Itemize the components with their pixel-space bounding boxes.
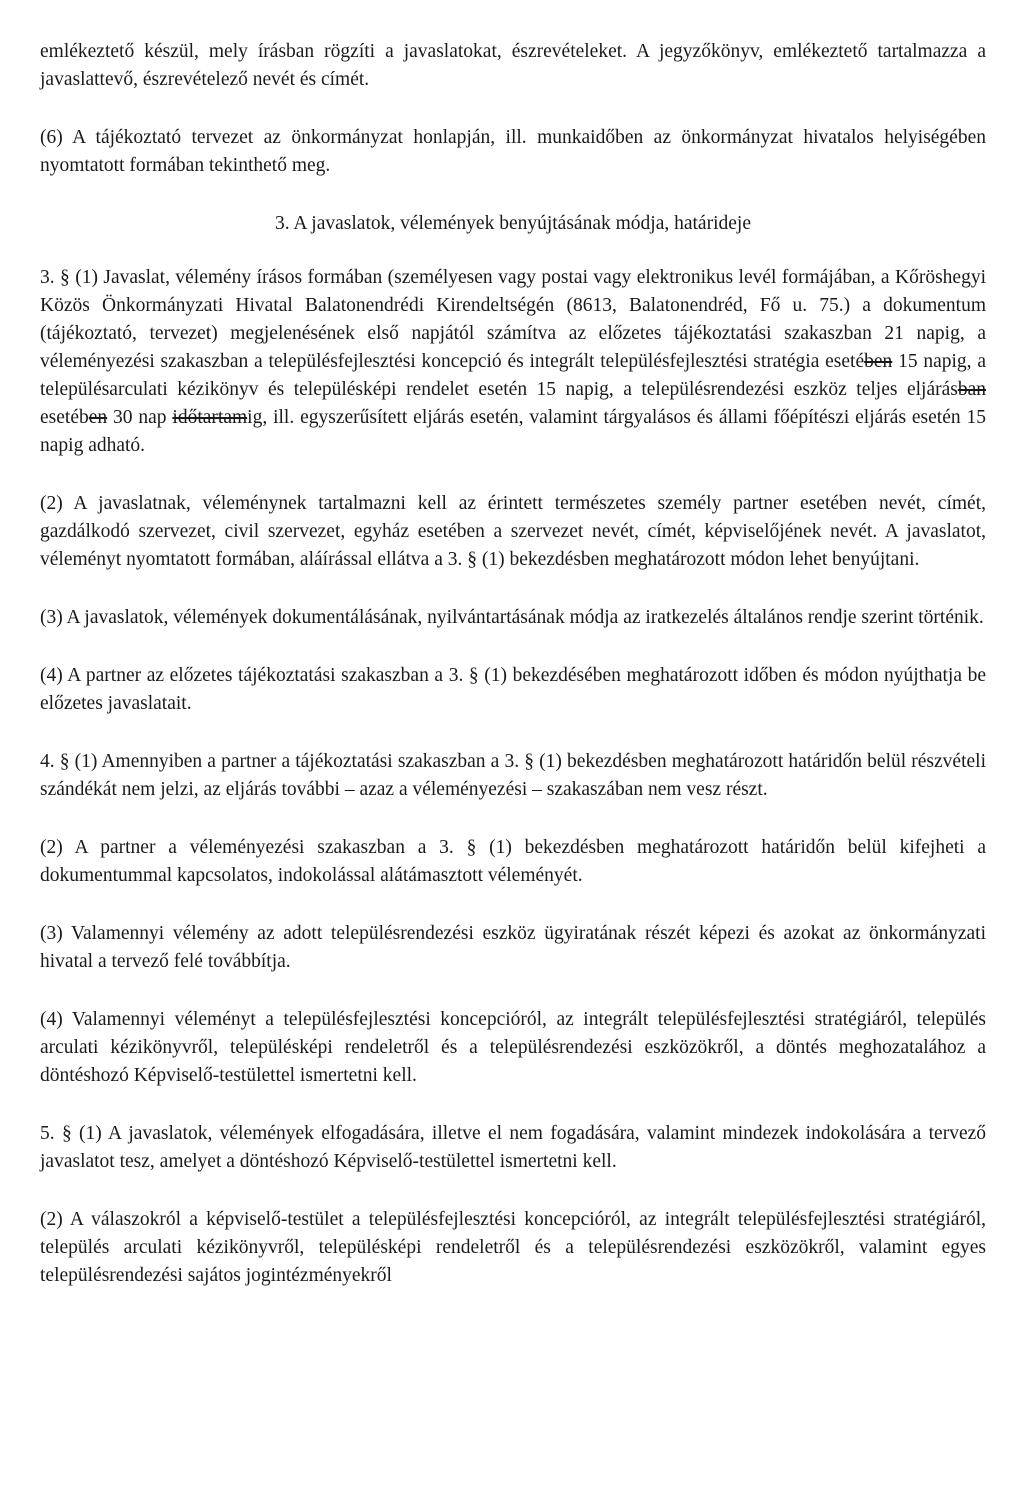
document-page (40, 38, 986, 1320)
paragraph-5-1: 5. § (1) A javaslatok, vélemények elfogadására, illetve el nem fogadására, valamint mindezek indokolására a tervező javaslatot tesz, amelyet a döntéshozó Képviselő-testülettel ismertetni kell. (40, 1123, 986, 1172)
paragraph-intro: emlékeztető készül, mely írásban rögzíti a javaslatokat, észrevételeket. A jegyzőkönyv, emlékeztető tartalmazza a javaslattevő, észrevételező nevét és címét. (40, 41, 986, 90)
paragraph-4-4: (4) Valamennyi véleményt a településfejlesztési koncepcióról, az integrált településfejlesztési stratégiáról, település arculati kézikönyvről, településképi rendeletről és a településrendezési eszközökről, a döntés meghozatalához a döntéshozó Képviselő-testülettel ismertetni kell. (40, 1009, 986, 1086)
paragraph-3-1-text-c: esetéb (40, 407, 89, 428)
paragraph-3-2: (2) A javaslatnak, véleménynek tartalmazni kell az érintett természetes személy partner esetében nevét, címét, gazdálkodó szervezet, civil szervezet, egyház esetében a szervezet nevét, címét, képviselőjének nevét. A javaslatot, véleményt nyomtatott formában, aláírással ellátva a 3. § (1) bekezdésben meghatározott módon lehet benyújtani. (40, 493, 986, 570)
paragraph-4-1: 4. § (1) Amennyiben a partner a tájékoztatási szakaszban a 3. § (1) bekezdésben meghatározott határidőn belül részvételi szándékát nem jelzi, az eljárás további – azaz a véleményezési – szakaszában nem vesz részt. (40, 751, 986, 800)
paragraph-6: (6) A tájékoztató tervezet az önkormányzat honlapján, ill. munkaidőben az önkormányzat hivatalos helyiségében nyomtatott formában tekinthető meg. (40, 127, 986, 176)
paragraph-3-1-text-e: ig, ill. egyszerűsített eljárás esetén, valamint tárgyalásos és állami főépítészi eljárás esetén 15 napig adható. (40, 407, 986, 456)
struck-text-2: ban (957, 379, 986, 400)
paragraph-3-1 (40, 264, 986, 460)
paragraph-4-2: (2) A partner a véleményezési szakaszban a 3. § (1) bekezdésben meghatározott határidőn belül kifejheti a dokumentummal kapcsolatos, indokolással alátámasztott véleményét. (40, 837, 986, 886)
struck-text-1: ben (864, 351, 893, 372)
paragraph-3-3: (3) A javaslatok, vélemények dokumentálásának, nyilvántartásának módja az iratkezelés általános rendje szerint történik. (40, 607, 984, 628)
paragraph-3-1-text-b: 15 napig, a településarculati kézikönyv és településképi rendelet esetén 15 napig, a településrendezési eszköz teljes eljárás (40, 351, 986, 400)
paragraph-4-3: (3) Valamennyi vélemény az adott településrendezési eszköz ügyiratának részét képezi és azokat az önkormányzati hivatal a tervező felé továbbítja. (40, 923, 986, 972)
paragraph-3-1-text-a: 3. § (1) Javaslat, vélemény írásos formában (személyesen vagy postai vagy elektronikus levél formájában, a Kőröshegyi Közös Önkormányzati Hivatal Balatonendrédi Kirendeltségén (8613, Balatonendréd, Fő u. 75.) a dokumentum (tájékoztató, tervezet) megjelenésének első napjától számítva az előzetes tájékoztatási szakaszban 21 napig, a véleményezési szakaszban a településfejlesztési koncepció és integrált településfejlesztési stratégia eseté (40, 267, 986, 372)
paragraph-3-1-text-d: 30 nap (107, 407, 173, 428)
paragraph-5-2: (2) A válaszokról a képviselő-testület a településfejlesztési koncepcióról, az integrált településfejlesztési stratégiáról, település arculati kézikönyvről, településképi rendeletről és a településrendezési eszközökről, valamint egyes településrendezési sajátos jogintézményekről (40, 1209, 986, 1286)
struck-text-4: időtartam (172, 407, 248, 428)
section-heading: 3. A javaslatok, vélemények benyújtásának módja, határideje (275, 213, 751, 234)
struck-text-3: en (88, 407, 108, 428)
paragraph-3-4: (4) A partner az előzetes tájékoztatási szakaszban a 3. § (1) bekezdésében meghatározott időben és módon nyújthatja be előzetes javaslatait. (40, 665, 986, 714)
